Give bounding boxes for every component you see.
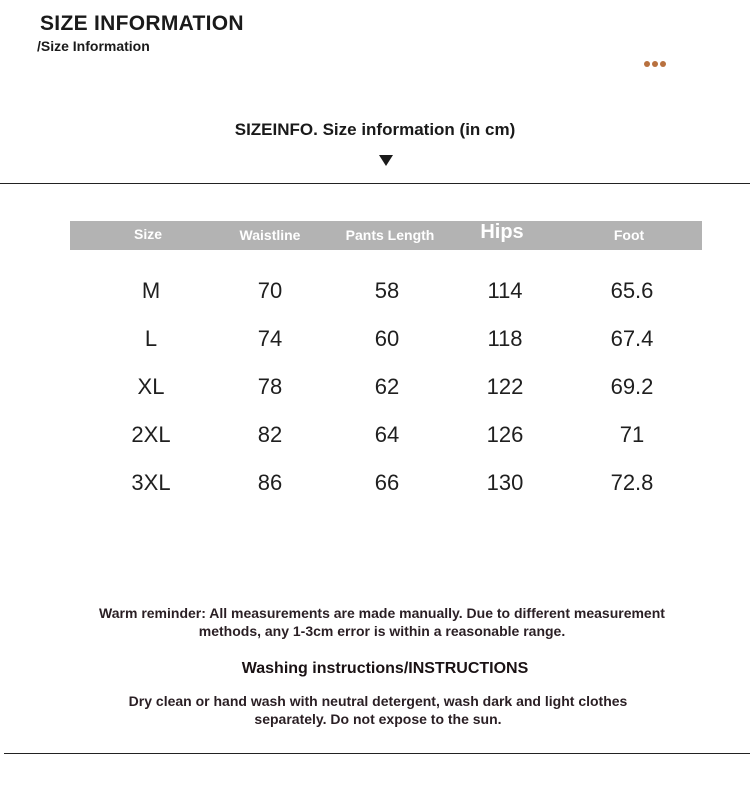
cell-size: 3XL [131,470,171,495]
cell-foot: 69.2 [610,374,654,399]
cell-hips: 126 [486,422,524,447]
divider-bottom [4,753,750,754]
column-header-waistline: Waistline [239,227,301,243]
reminder-line-2: methods, any 1-3cm error is within a reasonable range. [198,623,566,639]
section-heading: SIZEINFO. Size information (in cm) [234,120,516,139]
washing-title: Washing instructions/INSTRUCTIONS [241,660,529,677]
cell-size: M [141,278,161,303]
table-row [0,374,750,404]
column-header-pants-length: Pants Length [345,227,435,243]
cell-foot: 71 [619,422,645,447]
cell-hips: 114 [487,278,523,303]
table-row [0,470,750,500]
cell-foot: 65.6 [610,278,654,303]
cell-foot: 67.4 [610,326,654,351]
cell-waistline: 82 [257,422,283,447]
cell-waistline: 86 [257,470,283,495]
washing-line-2: separately. Do not expose to the sun. [254,711,502,727]
reminder-line-1: Warm reminder: All measurements are made manually. Due to different measurement [99,605,665,621]
table-row [0,422,750,452]
washing-instructions [0,692,750,728]
cell-pants-length: 64 [374,422,400,447]
size-table-header [70,221,702,250]
page-subtitle: /Size Information [37,38,150,54]
cell-size: 2XL [131,422,171,447]
divider-top [0,183,750,184]
dot [652,61,658,67]
cell-waistline: 74 [257,326,283,351]
cell-hips: 122 [486,374,524,399]
cell-hips: 130 [486,470,524,495]
cell-pants-length: 58 [374,278,400,303]
cell-hips: 118 [487,326,523,351]
page-title: SIZE INFORMATION [40,12,244,35]
measurement-reminder [0,604,750,640]
column-header-hips: Hips [480,221,524,243]
column-header-foot: Foot [613,227,645,243]
cell-waistline: 78 [257,374,283,399]
cell-size: L [144,326,158,351]
dot [660,61,666,67]
ellipsis-dots-icon [644,61,666,67]
cell-pants-length: 62 [374,374,400,399]
cell-foot: 72.8 [610,470,654,495]
cell-pants-length: 66 [374,470,400,495]
table-row [0,278,750,308]
cell-waistline: 70 [257,278,283,303]
table-row [0,326,750,356]
dot [644,61,650,67]
cell-size: XL [137,374,165,399]
arrow-down-icon [379,155,393,166]
cell-pants-length: 60 [374,326,400,351]
column-header-size: Size [133,226,163,242]
washing-line-1: Dry clean or hand wash with neutral detergent, wash dark and light clothes [128,693,628,709]
